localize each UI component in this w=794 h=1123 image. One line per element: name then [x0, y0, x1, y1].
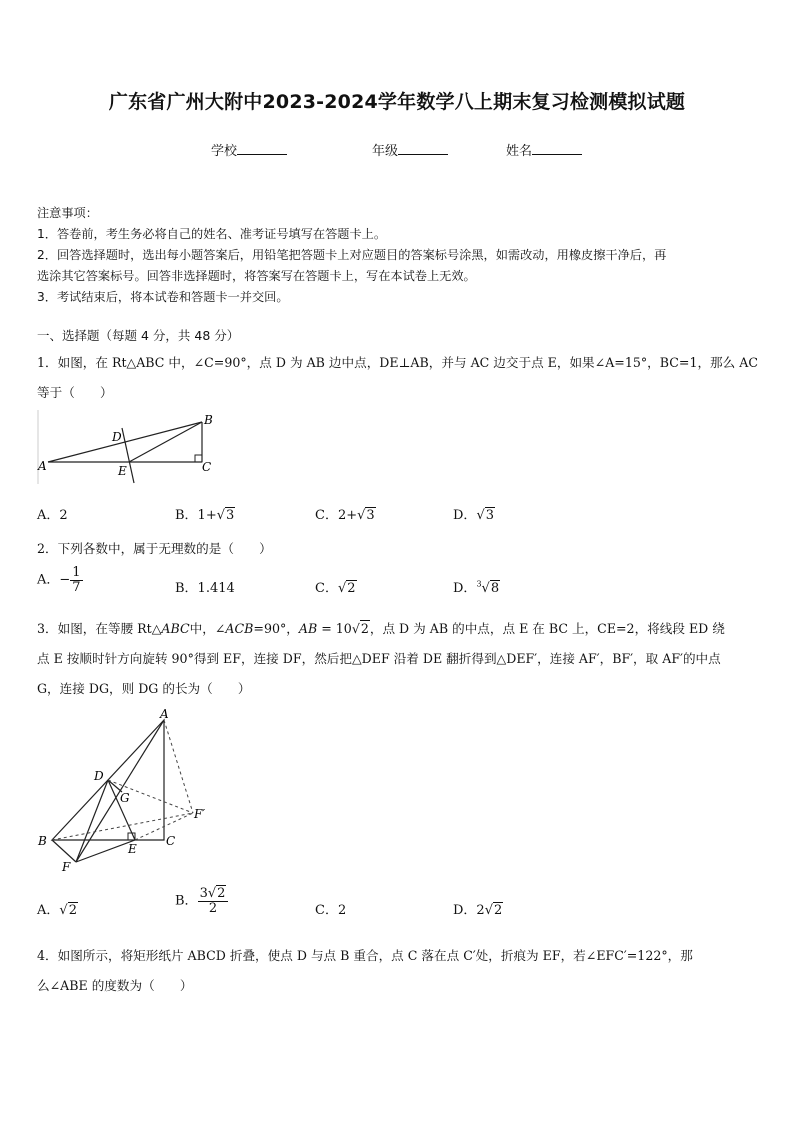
label-e: E [128, 842, 137, 856]
q3-text-line2: 点 E 按顺时针方向旋转 90°得到 EF，连接 DF，然后把△DEF 沿着 DE 翻折得到△DEF′，连接 AF′，BF′，取 AF′的中点 [37, 651, 721, 666]
question-4 [37, 941, 759, 1001]
label-a: A [38, 459, 47, 473]
question-3 [37, 614, 759, 704]
note-item: 选涂其它答案标号。回答非选择题时，将答案写在答题卡上，写在本试卷上无效。 [37, 269, 476, 283]
q1-figure [36, 408, 218, 486]
label-d: D [112, 430, 122, 444]
segment-fe [76, 840, 135, 862]
section-heading: 一、选择题（每题 4 分，共 48 分） [37, 328, 240, 343]
q1-option-c[interactable]: C．2+√3 [315, 508, 375, 523]
q2-option-c[interactable]: C．√2 [315, 581, 356, 596]
q3-text-line1: 3．如图，在等腰 Rt△ABC中，∠ACB=90°，AB = 10√2，点 D 为 AB 的中点，点 E 在 BC 上，CE=2，将线段 ED 绕 [37, 621, 725, 636]
note-item: 2．回答选择题时，选出每小题答案后，用铅笔把答题卡上对应题目的答案标号涂黑，如需改动，用橡皮擦干净后，再 [37, 248, 667, 262]
q1-option-b[interactable]: B．1+√3 [175, 508, 235, 523]
label-a: A [160, 707, 169, 721]
cube-root-symbol: √8 [481, 581, 500, 596]
sqrt-symbol: √2 [484, 903, 503, 918]
name-field[interactable] [506, 140, 582, 159]
exam-title: 广东省广州大附中2023-2024学年数学八上期末复习检测模拟试题 [108, 91, 686, 113]
label-b: B [204, 413, 213, 427]
note-item: 1．答卷前，考生务必将自己的姓名、准考证号填写在答题卡上。 [37, 227, 387, 241]
sqrt-symbol: √3 [216, 508, 235, 523]
question-2: 2．下列各数中，属于无理数的是（ ） [37, 541, 272, 556]
segment-df [76, 780, 108, 862]
right-angle-mark [195, 455, 202, 462]
segment-af-prime [164, 720, 193, 813]
sqrt-symbol: √2 [337, 581, 356, 596]
notes-block [37, 203, 759, 308]
label-g: G [120, 791, 130, 805]
q1-text-line2: 等于（ ） [37, 385, 113, 400]
q1-option-d[interactable]: D．√3 [453, 508, 495, 523]
q3-option-a[interactable]: A．√2 [37, 903, 77, 918]
school-blank[interactable] [237, 142, 287, 155]
name-blank[interactable] [532, 142, 582, 155]
q3-option-c[interactable]: C．2 [315, 903, 347, 918]
school-field[interactable] [211, 140, 287, 159]
label-f-prime: F′ [194, 807, 206, 821]
fraction: $\frac{3√2}{2}$ [198, 887, 229, 915]
label-b: B [38, 834, 47, 848]
q2-option-a[interactable]: A．− $\frac{1}{7}$ [37, 565, 81, 595]
q3-option-d[interactable]: D．2√2 [453, 903, 503, 918]
sqrt-symbol: √2 [59, 903, 77, 918]
grade-blank[interactable] [398, 142, 448, 155]
q4-text-line2: 么∠ABE 的度数为（ ） [37, 978, 193, 993]
note-item: 3．考试结束后，将本试卷和答题卡一并交回。 [37, 290, 289, 304]
q3-figure [34, 706, 214, 878]
segment-be [129, 422, 202, 462]
question-1 [37, 348, 759, 408]
q3-option-b[interactable]: B． $\frac{3√2}{2}$ [175, 887, 228, 915]
label-e: E [118, 464, 127, 478]
q1-option-a[interactable]: A．2 [37, 508, 68, 523]
sqrt-symbol: √3 [476, 508, 495, 523]
sqrt-symbol: √2 [351, 621, 369, 636]
q4-text-line1: 4．如图所示，将矩形纸片 ABCD 折叠，使点 D 与点 B 重合，点 C 落在点 C′处，折痕为 EF，若∠EFC′=122°，那 [37, 948, 693, 963]
name-label: 姓名 [506, 144, 533, 159]
q3-text-line3: G，连接 DG，则 DG 的长为（ ） [37, 681, 251, 696]
grade-field[interactable] [372, 140, 448, 159]
fraction: $\frac{1}{7}$ [72, 565, 81, 595]
segment-bf [52, 840, 76, 862]
label-c: C [166, 834, 176, 848]
school-label: 学校 [211, 144, 238, 159]
q2-option-b[interactable]: B．1.414 [175, 581, 235, 596]
grade-label: 年级 [372, 144, 399, 159]
sqrt-symbol: √3 [357, 508, 375, 523]
label-d: D [94, 769, 104, 783]
q2-option-d[interactable]: D．$^3$√8 [453, 579, 500, 596]
q1-text-line1: 1．如图，在 Rt△ABC 中，∠C=90°，点 D 为 AB 边中点，DE⊥AB，并与 AC 边交于点 E，如果∠A=15°，BC=1，那么 AC [37, 355, 758, 370]
label-c: C [202, 460, 212, 474]
label-f: F [62, 860, 71, 874]
notes-heading: 注意事项： [37, 206, 98, 220]
